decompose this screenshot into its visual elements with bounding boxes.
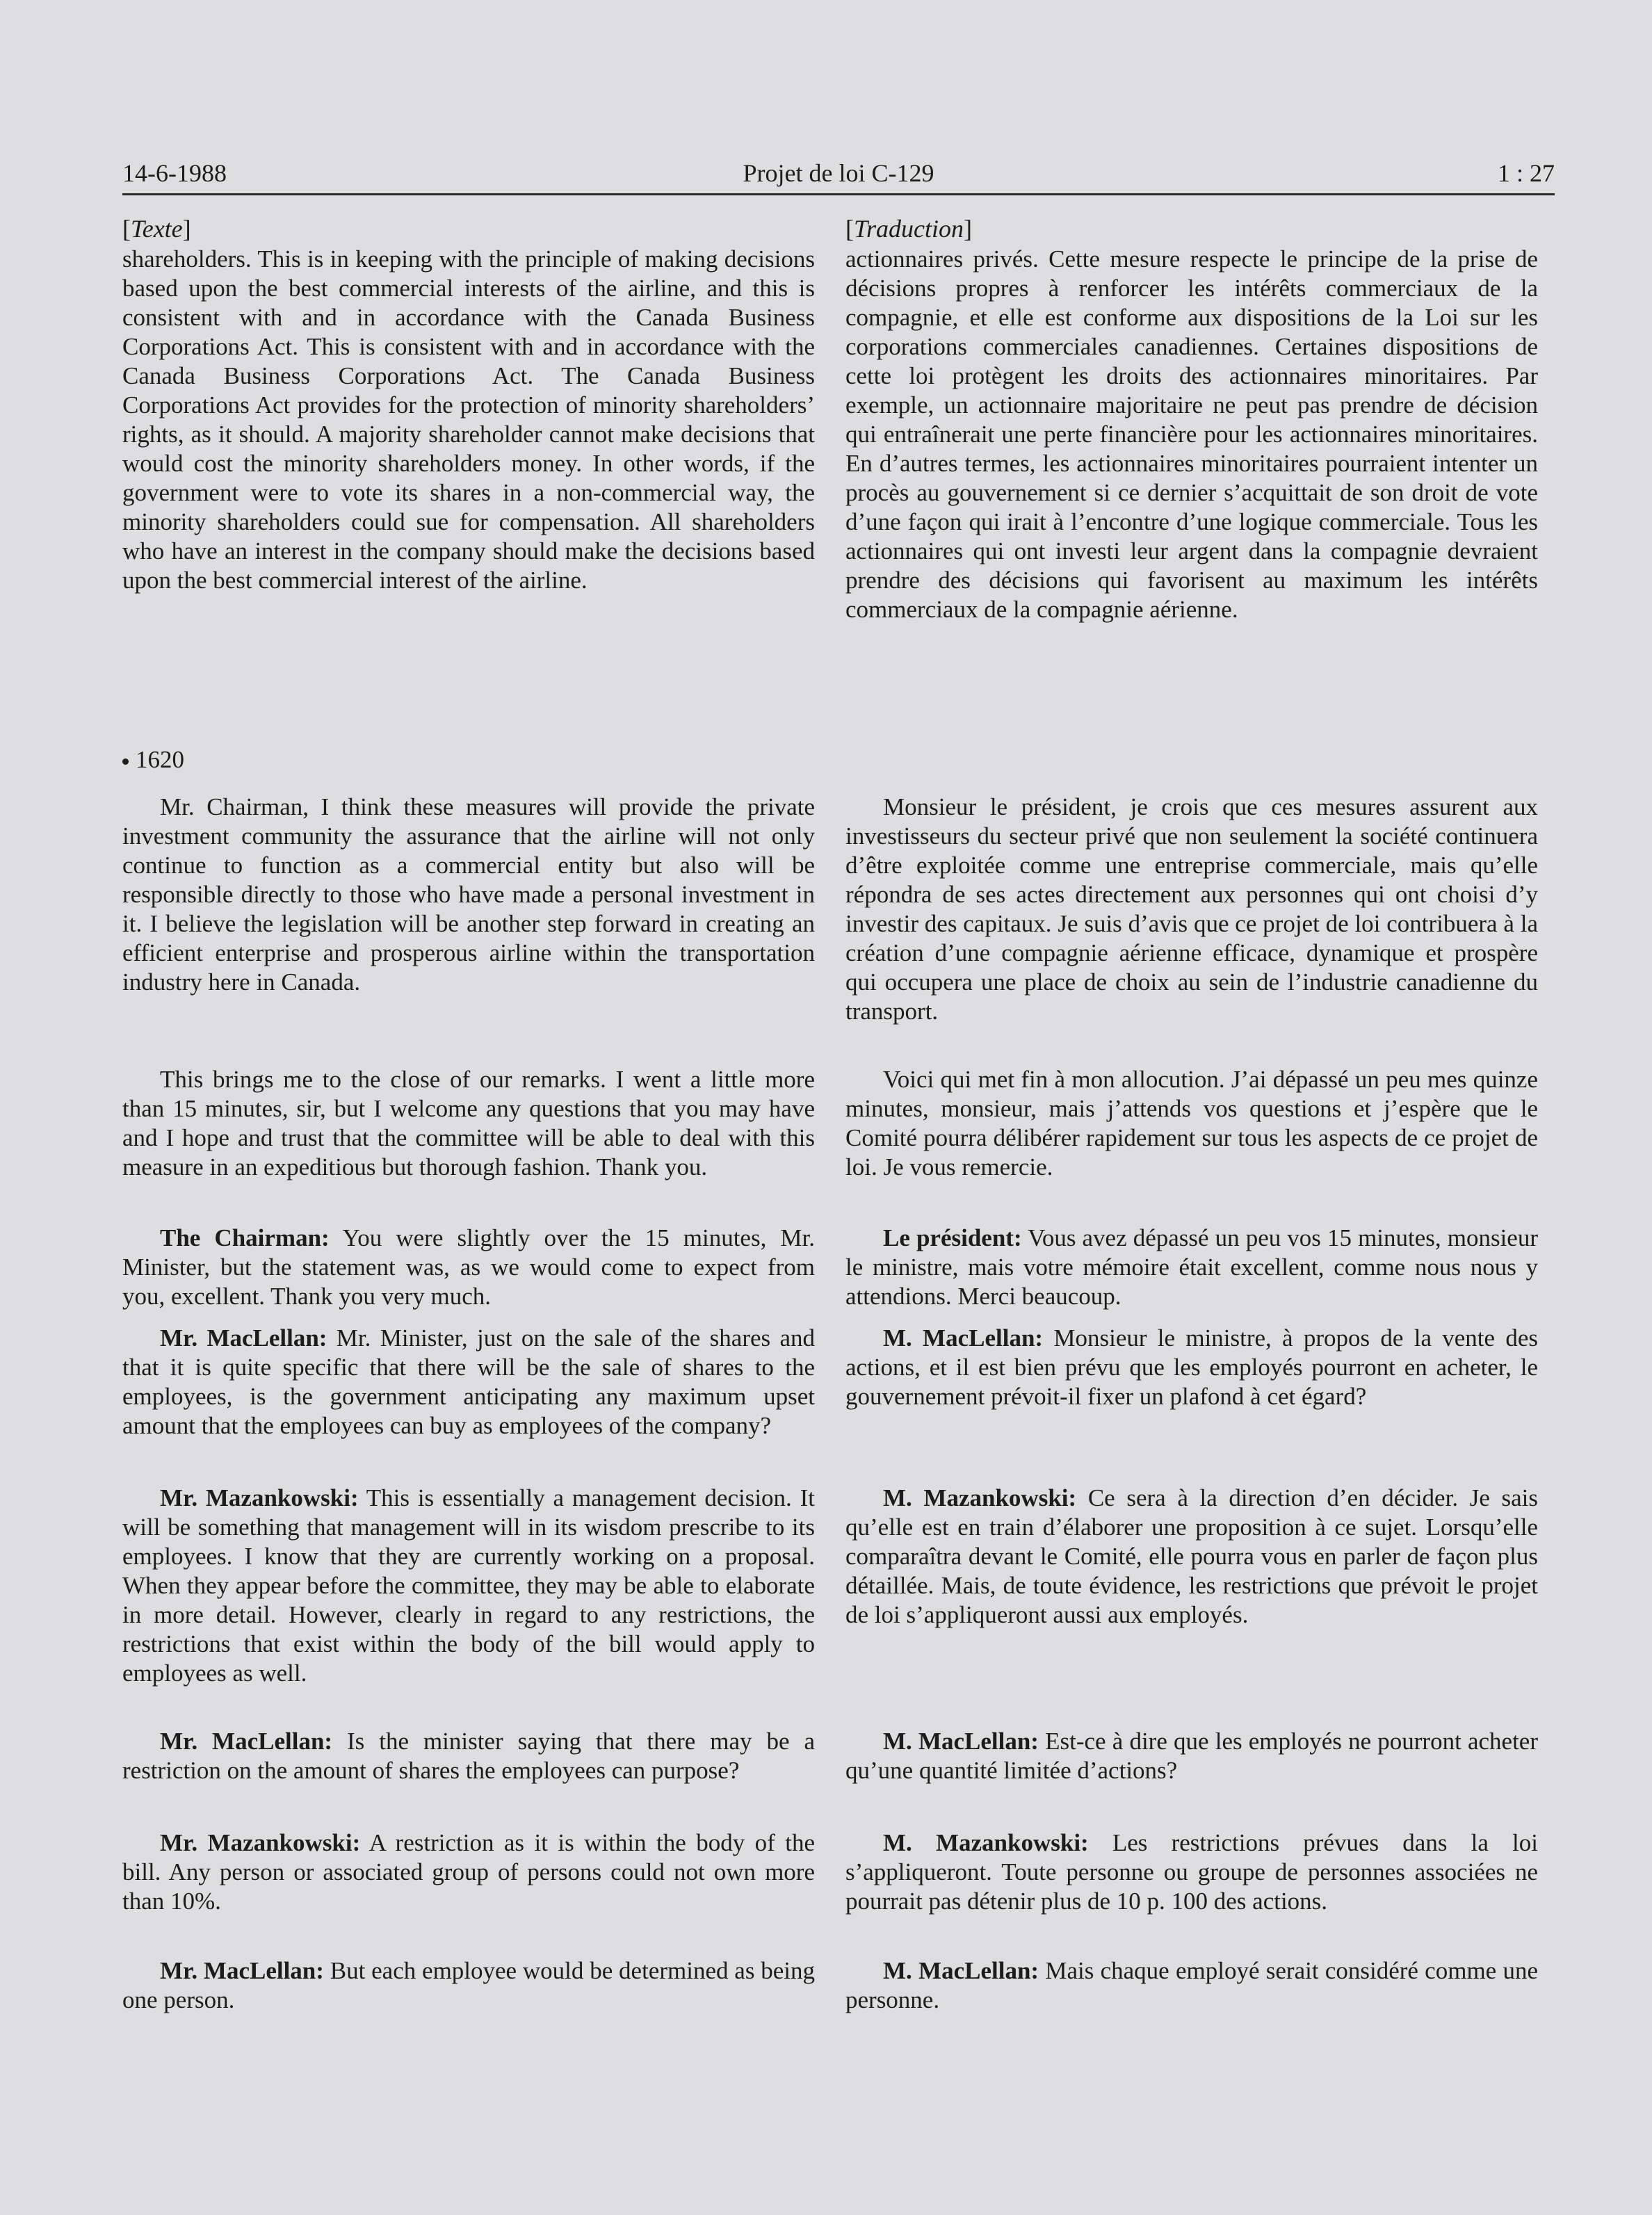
speaker-name: M. Mazankowski:	[883, 1484, 1077, 1511]
speaker-name: Le président:	[883, 1224, 1022, 1251]
speaker-name: M. MacLellan:	[883, 1324, 1044, 1352]
column-english	[122, 214, 816, 2013]
time-stamp: 1620	[122, 745, 815, 774]
speech-maclellan-2: M. MacLellan: Est-ce à dire que les employés ne pourront acheter qu’une quantité limitée d’actions?	[845, 1728, 1538, 1784]
speech-maclellan-2: Mr. MacLellan: Is the minister saying that there may be a restriction on the amount of shares the employees can purpose?	[122, 1728, 815, 1784]
running-header	[122, 154, 1555, 195]
paragraph-3: Voici qui met fin à mon allocution. J’ai dépassé un peu mes quinze minutes, monsieur, mais j’attends vos questions et j’espère que le Comité pourra délibérer rapidement sur tous les aspects de ce projet de loi. Je vous remercie.	[845, 1066, 1538, 1180]
speaker-name: Mr. Mazankowski:	[160, 1484, 359, 1511]
speaker-name: M. MacLellan:	[883, 1957, 1039, 1984]
speaker-name: Mr. MacLellan:	[160, 1957, 324, 1984]
speech-mazankowski-1: M. Mazankowski: Ce sera à la direction d’en décider. Je sais qu’elle est en train d’élaborer une proposition à ce sujet. Lorsqu’elle comparaîtra devant le Comité, elle pourra vous en parler de façon plus détaillée. Mais, de toute évidence, les restrictions que prévoit le projet de loi s’appliqueront aussi aux employés.	[845, 1484, 1538, 1628]
speech-maclellan-1: M. MacLellan: Monsieur le ministre, à propos de la vente des actions, et il est bien prévu que les employés pourront en acheter, le gouvernement prévoit-il fixer un plafond à cet égard?	[845, 1324, 1538, 1410]
paragraph-3: This brings me to the close of our remarks. I went a little more than 15 minutes, sir, but I welcome any questions that you may have and I hope and trust that the committee will be able to deal with this measure in an expeditious but thorough fashion. Thank you.	[122, 1066, 815, 1180]
speech-chairman: The Chairman: You were slightly over the 15 minutes, Mr. Minister, but the statement was, as we would come to expect from you, excellent. Thank you very much.	[122, 1224, 815, 1310]
speech-maclellan-3: Mr. MacLellan: But each employee would be determined as being one person.	[122, 1957, 816, 2013]
header-page-number: 1 : 27	[1497, 159, 1555, 187]
column-label-traduction: [Traduction]	[845, 215, 973, 243]
paragraph-2: Mr. Chairman, I think these measures will provide the private investment community the assurance that the airline will not only continue to function as a commercial entity but also will be responsible directly to those who have made a personal investment in it. I believe the legislation will be another step forward in creating an efficient enterprise and prosperous airline within the transportation industry here in Canada.	[122, 793, 815, 996]
speech-mazankowski-2: M. Mazankowski: Les restrictions prévues dans la loi s’appliqueront. Toute personne ou groupe de personnes associées ne pourrait pas détenir plus de 10 p. 100 des actions.	[845, 1829, 1538, 1915]
paragraph-2: Monsieur le président, je crois que ces mesures assurent aux investisseurs du secteur privé que non seulement la société continuera d’être exploitée comme une entreprise commerciale, mais qu’elle répondra de ses actes directement aux personnes qui ont choisi d’y investir des capitaux. Je suis d’avis que ce projet de loi contribuera à la création d’une compagnie aérienne efficace, dynamique et prospère qui occupera une place de choix au sein de l’industrie canadienne du transport.	[845, 793, 1538, 1025]
speaker-name: The Chairman:	[160, 1224, 330, 1251]
speech-mazankowski-1: Mr. Mazankowski: This is essentially a management decision. It will be something that management will in its wisdom prescribe to its employees. I know that they are currently working on a proposal. When they appear before the committee, they may be able to elaborate in more detail. However, clearly in regard to any restrictions, the restrictions that exist within the body of the bill would apply to employees as well.	[122, 1484, 815, 1687]
speaker-name: M. Mazankowski:	[883, 1829, 1089, 1856]
speaker-name: M. MacLellan:	[883, 1728, 1039, 1755]
speech-maclellan-3: M. MacLellan: Mais chaque employé serait considéré comme une personne.	[845, 1957, 1538, 2013]
column-label-texte: [Texte]	[122, 215, 191, 243]
paragraph-1: actionnaires privés. Cette mesure respecte le principe de la prise de décisions propres à renforcer les intérêts commerciaux de la compagnie, et elle est conforme aux dispositions de la Loi sur les corporations commerciales canadiennes. Certaines dispositions de cette loi protègent les droits des actionnaires minoritaires. Par exemple, un actionnaire majoritaire ne peut pas prendre de décision qui entraînerait une perte financière pour les actionnaires minoritaires. En d’autres termes, les actionnaires minoritaires pourraient intenter un procès au gouvernement si ce dernier s’acquittait de son droit de vote d’une façon qui irait à l’encontre d’une logique commerciale. Tous les actionnaires qui ont investi leur argent dans la compagnie devraient prendre des décisions qui favorisent au maximum les intérêts commerciaux de la compagnie aérienne.	[845, 245, 1538, 623]
bullet-icon	[122, 758, 129, 765]
speech-president: Le président: Vous avez dépassé un peu vos 15 minutes, monsieur le ministre, mais votre mémoire était excellent, comme nous nous y attendions. Merci beaucoup.	[845, 1224, 1538, 1310]
speech-mazankowski-2: Mr. Mazankowski: A restriction as it is within the body of the bill. Any person or associated group of persons could not own more than 10%.	[122, 1829, 815, 1915]
speaker-name: Mr. MacLellan:	[160, 1324, 327, 1352]
column-french	[845, 214, 1538, 2013]
speaker-name: Mr. Mazankowski:	[160, 1829, 361, 1856]
paragraph-1: shareholders. This is in keeping with the principle of making decisions based upon the best commercial interests of the airline, and this is consistent with and in accordance with the Canada Business Corporations Act. This is consistent with and in accordance with the Canada Business Corporations Act. The Canada Business Corporations Act provides for the protection of minority shareholders’ rights, as it should. A majority shareholder cannot make decisions that would cost the minority shareholders money. In other words, if the government were to vote its shares in a non-commercial way, the minority shareholders could sue for compensation. All shareholders who have an interest in the company should make the decisions based upon the best commercial interest of the airline.	[122, 245, 815, 594]
header-title: Projet de loi C-129	[743, 159, 934, 187]
speech-maclellan-1: Mr. MacLellan: Mr. Minister, just on the sale of the shares and that it is quite specific that there will be the sale of shares to the employees, is the government anticipating any maximum upset amount that the employees can buy as employees of the company?	[122, 1324, 816, 1439]
header-date: 14-6-1988	[122, 159, 227, 187]
speaker-name: Mr. MacLellan:	[160, 1728, 333, 1755]
